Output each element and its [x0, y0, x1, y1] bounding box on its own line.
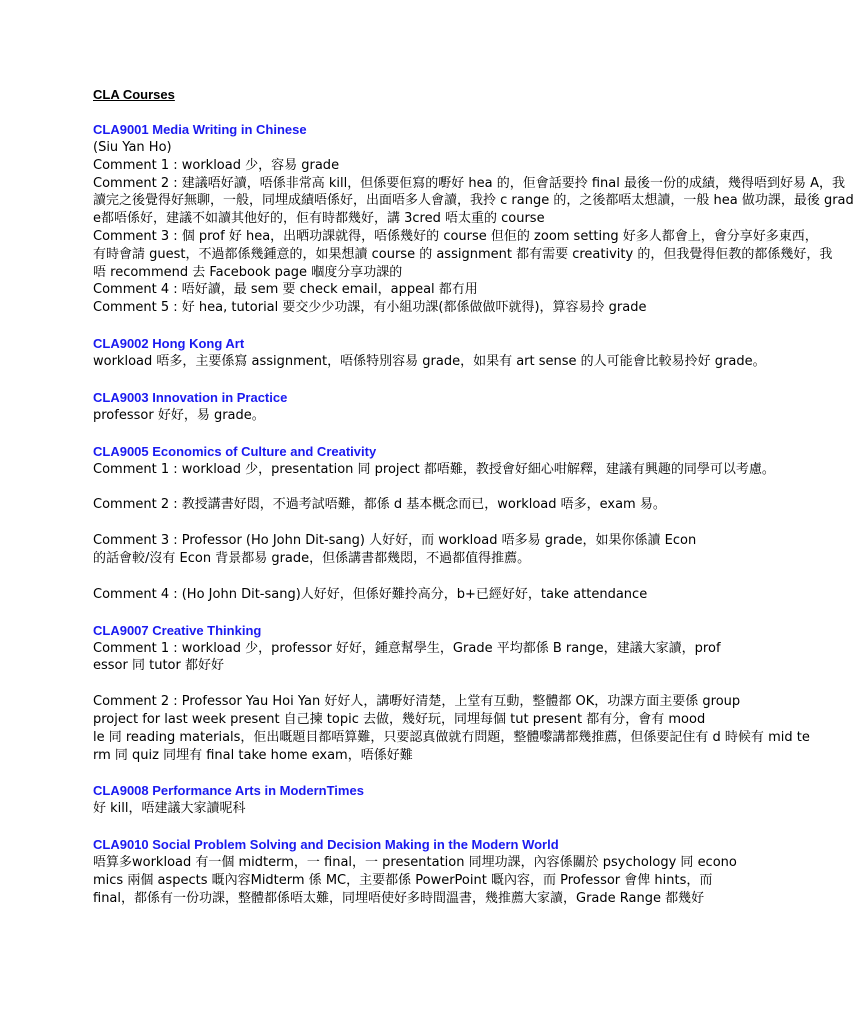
- document-title: CLA Courses: [93, 87, 175, 102]
- comment-line: Comment 4 : 唔好讀，最 sem 要 check email，appeal 都冇用: [93, 282, 478, 298]
- course-section: [93, 622, 810, 765]
- course-section: [93, 443, 775, 604]
- comment-line: Comment 1 : workload 少，professor 好好，鍾意幫學生，Grade 平均都係 B range，建議大家讀，prof: [93, 640, 721, 656]
- course-section: [93, 836, 737, 907]
- comment-line: le 同 reading materials，佢出嘅題目都唔算難，只要認真做就冇問題，整體嚟講都幾推薦，但係要記住有 d 時候有 mid te: [93, 729, 810, 745]
- paragraph-gap: [93, 478, 678, 496]
- comment-line: 的話會較/沒有 Econ 背景都易 grade，但係講書都幾悶，不過都值得推薦。: [93, 550, 531, 566]
- comment-line: Comment 2 : 教授講書好悶，不過考試唔難，都係 d 基本概念而已，workload 唔多，exam 易。: [93, 497, 666, 513]
- comment-line: Comment 2 : 建議唔好讀，唔係非常高 kill，但係要佢寫的嘢好 hea 的，佢會話要拎 final 最後一份的成績，幾得唔到好易 A，我: [93, 175, 846, 191]
- comment-line: Comment 1 : workload 少，容易 grade: [93, 157, 340, 173]
- course-heading: CLA9008 Performance Arts in ModernTimes: [93, 783, 364, 799]
- paragraph-gap: [93, 568, 678, 586]
- course-heading: CLA9001 Media Writing in Chinese: [93, 122, 307, 137]
- course-section: [93, 782, 678, 818]
- course-heading: CLA9010 Social Problem Solving and Decision Making in the Modern World: [93, 837, 559, 853]
- comment-line: professor 好好，易 grade。: [93, 407, 265, 423]
- comment-line: Comment 3 : Professor (Ho John Dit-sang) 人好好，而 workload 唔多易 grade，如果你係讀 Econ: [93, 533, 697, 549]
- document-content: [93, 86, 854, 926]
- comment-line: 唔 recommend 去 Facebook page 嗰度分享功課的: [93, 264, 403, 280]
- course-heading: CLA9002 Hong Kong Art: [93, 335, 245, 351]
- comment-line: final，都係有一份功課，整體都係唔太難，同埋唔使好多時間溫書，幾推薦大家讀，Grade Range 都幾好: [93, 890, 705, 906]
- course-heading: CLA9005 Economics of Culture and Creativity: [93, 443, 377, 459]
- comment-line: 讀完之後覺得好無聊，一般，同埋成績唔係好，出面唔多人會讀，我拎 c range 的，之後都唔太想讀，一般 hea 做功課，最後 grad: [93, 193, 854, 209]
- comment-line: (Siu Yan Ho): [93, 140, 172, 155]
- comment-line: 唔算多workload 有一個 midterm，一 final，一 presentation 同埋功課，內容係關於 psychology 同 econo: [93, 855, 737, 871]
- comment-line: 好 kill，唔建議大家讀呢科: [93, 801, 246, 817]
- paragraph-gap: [93, 675, 678, 693]
- course-heading: CLA9003 Innovation in Practice: [93, 389, 288, 405]
- comment-line: rm 同 quiz 同埋有 final take home exam，唔係好難: [93, 747, 413, 763]
- comment-line: Comment 3 : 個 prof 好 hea，出晒功課就得，唔係幾好的 course 但佢的 zoom setting 好多人都會上，會分享好多東西，: [93, 228, 818, 244]
- comment-line: essor 同 tutor 都好好: [93, 658, 224, 674]
- comment-line: Comment 4 : (Ho John Dit-sang)人好好，但係好難拎高分，b+已經好好，take attendance: [93, 586, 648, 602]
- course-section: [93, 389, 678, 425]
- comment-line: 有時會請 guest，不過都係幾鍾意的，如果想讀 course 的 assignment 都有需要 creativity 的，但我覺得佢教的都係幾好，我: [93, 246, 833, 262]
- course-list: [93, 121, 854, 908]
- comment-line: Comment 1 : workload 少，presentation 同 project 都唔難，教授會好細心咁解釋，建議有興趣的同學可以考慮。: [93, 461, 775, 477]
- paragraph-gap: [93, 514, 678, 532]
- comment-line: Comment 2 : Professor Yau Hoi Yan 好好人，講嘢好清楚，上堂有互動，整體都 OK，功課方面主要係 group: [93, 694, 741, 710]
- course-section: [93, 121, 854, 317]
- course-section: [93, 335, 766, 371]
- course-heading: CLA9007 Creative Thinking: [93, 622, 262, 638]
- comment-line: Comment 5 : 好 hea, tutorial 要交少少功課，有小組功課(都係做做吓就得)，算容易拎 grade: [93, 300, 647, 316]
- comment-line: project for last week present 自己揀 topic 去做，幾好玩，同埋每個 tut present 都有分，會有 mood: [93, 711, 706, 727]
- comment-line: workload 唔多，主要係寫 assignment，唔係特別容易 grade，如果有 art sense 的人可能會比較易拎好 grade。: [93, 353, 766, 369]
- comment-line: mics 兩個 aspects 嘅內容Midterm 係 MC，主要都係 PowerPoint 嘅內容，而 Professor 會俾 hints，而: [93, 872, 713, 888]
- comment-line: e都唔係好，建議不如讀其他好的，佢有時都幾好，講 3cred 唔太重的 course: [93, 211, 545, 227]
